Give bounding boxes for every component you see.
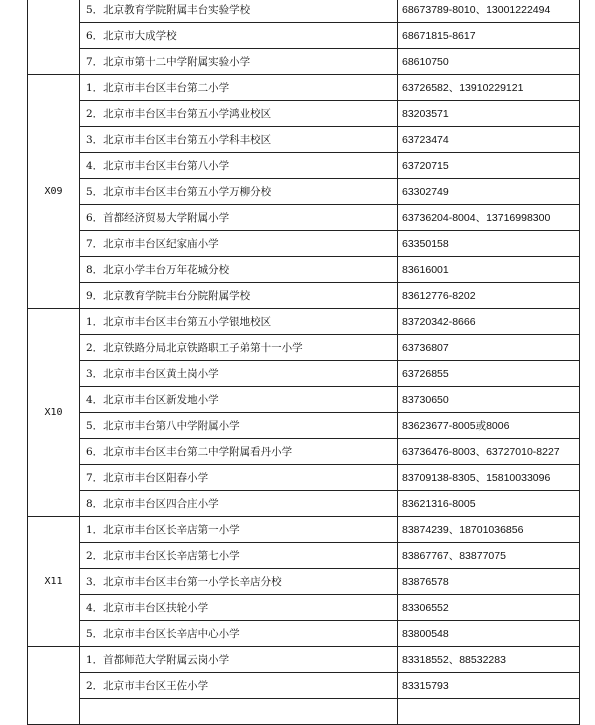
phone-cell: 63736476-8003、63727010-8227 (398, 439, 580, 465)
table-row (28, 283, 580, 309)
phone-cell: 83621316-8005 (398, 491, 580, 517)
table-row (28, 257, 580, 283)
phone-cell: 83730650 (398, 387, 580, 413)
school-name-cell: 1．北京市丰台区丰台第二小学 (80, 75, 398, 101)
school-name-cell: 2．北京铁路分局北京铁路职工子弟第十一小学 (80, 335, 398, 361)
table-row (28, 23, 580, 49)
phone-cell: 68671815-8617 (398, 23, 580, 49)
school-name-cell (80, 699, 398, 725)
school-name-cell: 5．北京市丰台区丰台第五小学万柳分校 (80, 179, 398, 205)
school-name-cell: 6．首都经济贸易大学附属小学 (80, 205, 398, 231)
school-name-cell: 3．北京市丰台区丰台第一小学长辛店分校 (80, 569, 398, 595)
phone-cell: 68610750 (398, 49, 580, 75)
phone-cell: 83318552、88532283 (398, 647, 580, 673)
phone-cell: 83867767、83877075 (398, 543, 580, 569)
school-name-cell: 6．北京市丰台区丰台第二中学附属看丹小学 (80, 439, 398, 465)
phone-cell: 83876578 (398, 569, 580, 595)
table-row (28, 517, 580, 543)
table-row (28, 75, 580, 101)
table-row (28, 127, 580, 153)
table-row (28, 361, 580, 387)
school-name-cell: 7．北京市丰台区阳春小学 (80, 465, 398, 491)
phone-cell: 83203571 (398, 101, 580, 127)
school-name-cell: 8．北京市丰台区四合庄小学 (80, 491, 398, 517)
school-name-cell: 7．北京市第十二中学附属实验小学 (80, 49, 398, 75)
school-name-cell: 5．北京教育学院附属丰台实验学校 (80, 0, 398, 23)
district-code-cell: X10 (28, 309, 80, 517)
school-name-cell: 2．北京市丰台区长辛店第七小学 (80, 543, 398, 569)
phone-cell: 83709138-8305、15810033096 (398, 465, 580, 491)
table-row (28, 179, 580, 205)
school-name-cell: 7．北京市丰台区纪家庙小学 (80, 231, 398, 257)
table-body (28, 0, 580, 725)
district-code-cell (28, 647, 80, 725)
table-row (28, 439, 580, 465)
phone-cell: 83306552 (398, 595, 580, 621)
school-name-cell: 1．首都师范大学附属云岗小学 (80, 647, 398, 673)
table-row (28, 231, 580, 257)
table-row (28, 49, 580, 75)
school-name-cell: 4．北京市丰台区新发地小学 (80, 387, 398, 413)
school-name-cell: 1．北京市丰台区长辛店第一小学 (80, 517, 398, 543)
school-name-cell: 2．北京市丰台区丰台第五小学鸿业校区 (80, 101, 398, 127)
phone-cell: 83874239、18701036856 (398, 517, 580, 543)
district-code-cell (28, 0, 80, 75)
phone-cell: 83612776-8202 (398, 283, 580, 309)
school-name-cell: 5．北京市丰台区长辛店中心小学 (80, 621, 398, 647)
table-row (28, 647, 580, 673)
school-contact-table (27, 0, 580, 725)
phone-cell: 63723474 (398, 127, 580, 153)
table-row (28, 101, 580, 127)
table-row (28, 465, 580, 491)
table-row (28, 413, 580, 439)
phone-cell: 63726582、13910229121 (398, 75, 580, 101)
school-name-cell: 2．北京市丰台区王佐小学 (80, 673, 398, 699)
phone-cell: 83616001 (398, 257, 580, 283)
phone-cell: 63726855 (398, 361, 580, 387)
school-name-cell: 6．北京市大成学校 (80, 23, 398, 49)
district-code-cell: X09 (28, 75, 80, 309)
district-code-cell: X11 (28, 517, 80, 647)
phone-cell: 63302749 (398, 179, 580, 205)
table-row (28, 387, 580, 413)
table-row (28, 673, 580, 699)
table-row (28, 699, 580, 725)
table-row (28, 543, 580, 569)
school-name-cell: 4．北京市丰台区丰台第八小学 (80, 153, 398, 179)
table-row (28, 335, 580, 361)
phone-cell: 83720342-8666 (398, 309, 580, 335)
table-row (28, 0, 580, 23)
phone-cell: 63350158 (398, 231, 580, 257)
table-row (28, 595, 580, 621)
phone-cell: 83315793 (398, 673, 580, 699)
table-row (28, 309, 580, 335)
phone-cell: 63736807 (398, 335, 580, 361)
school-name-cell: 9．北京教育学院丰台分院附属学校 (80, 283, 398, 309)
table-row (28, 621, 580, 647)
table-row (28, 153, 580, 179)
school-name-cell: 3．北京市丰台区黄土岗小学 (80, 361, 398, 387)
table-row (28, 491, 580, 517)
phone-cell: 68673789-8010、13001222494 (398, 0, 580, 23)
school-name-cell: 5．北京市丰台第八中学附属小学 (80, 413, 398, 439)
phone-cell: 63720715 (398, 153, 580, 179)
school-name-cell: 1．北京市丰台区丰台第五小学银地校区 (80, 309, 398, 335)
table-row (28, 205, 580, 231)
phone-cell: 83623677-8005或8006 (398, 413, 580, 439)
school-name-cell: 8．北京小学丰台万年花城分校 (80, 257, 398, 283)
school-name-cell: 4．北京市丰台区扶轮小学 (80, 595, 398, 621)
table-row (28, 569, 580, 595)
phone-cell: 83800548 (398, 621, 580, 647)
school-name-cell: 3．北京市丰台区丰台第五小学科丰校区 (80, 127, 398, 153)
phone-cell (398, 699, 580, 725)
phone-cell: 63736204-8004、13716998300 (398, 205, 580, 231)
